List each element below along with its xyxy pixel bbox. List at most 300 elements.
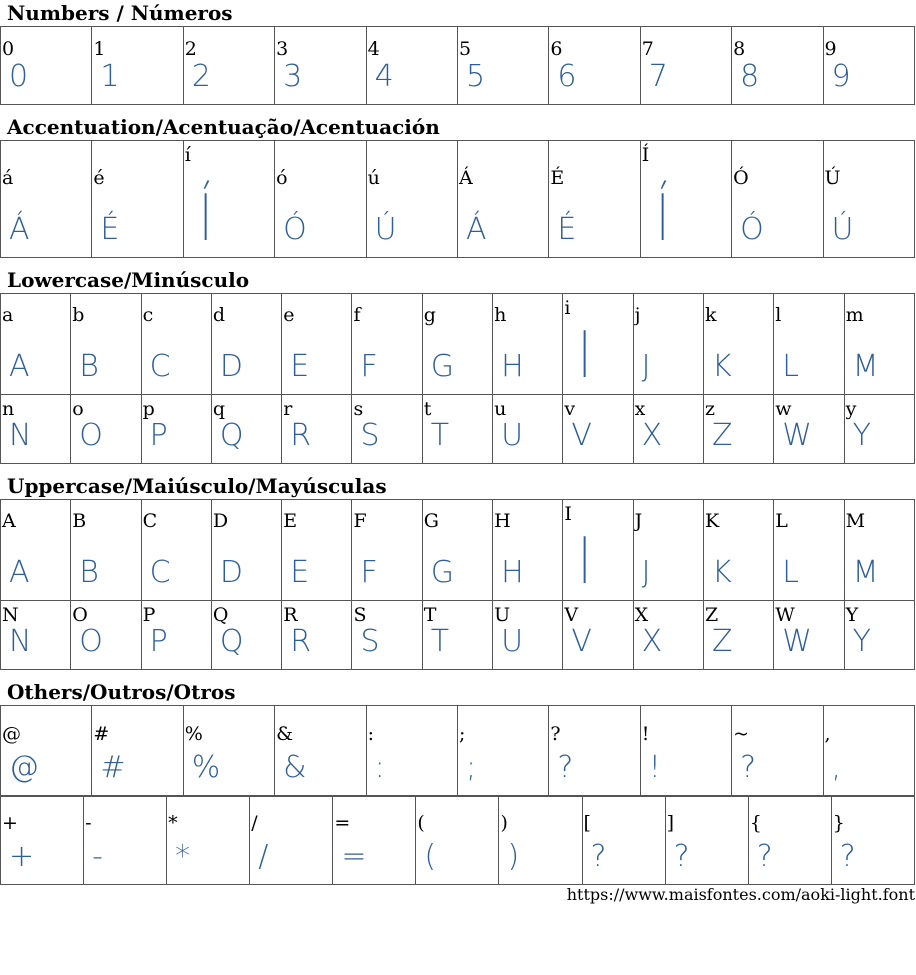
character-label: { [749, 812, 762, 834]
glyph-cell [665, 797, 748, 885]
glyph-cell [422, 601, 492, 670]
glyph-cell [549, 706, 640, 796]
character-label: I [564, 503, 572, 525]
glyph-cell [1, 27, 92, 105]
character-label: O [72, 604, 88, 626]
glyph-cell [1, 395, 71, 464]
glyph-cell [493, 294, 563, 395]
glyph-cell [703, 500, 773, 601]
character-label: G [423, 510, 439, 532]
character-label: 6 [550, 38, 563, 60]
character-label: ! [641, 723, 650, 745]
glyph-cell [71, 500, 141, 601]
glyph-table [0, 140, 915, 258]
glyph-cell [366, 27, 457, 105]
glyph-cell [457, 141, 548, 258]
character-label: ( [417, 812, 425, 834]
glyph-cell [416, 797, 499, 885]
font-glyph-preview: 9 [831, 59, 851, 94]
font-glyph-preview: H [501, 349, 524, 384]
glyph-cell [582, 797, 665, 885]
character-label: Z [704, 604, 719, 626]
character-label: P [142, 604, 156, 626]
glyph-cell [211, 500, 281, 601]
character-label: x [634, 398, 646, 420]
font-glyph-preview: Q [219, 418, 244, 453]
glyph-cell [823, 141, 914, 258]
font-glyph-preview: K [711, 555, 732, 590]
character-label: * [168, 812, 178, 834]
section-title: Lowercase/Minúsculo [7, 268, 250, 292]
glyph-row [1, 601, 915, 670]
glyph-table [0, 796, 915, 885]
character-label: ; [458, 723, 466, 745]
character-label: W [775, 604, 795, 626]
character-label: : [367, 723, 374, 745]
font-glyph-preview: E [290, 349, 310, 384]
glyph-cell [493, 500, 563, 601]
character-label: F [353, 510, 367, 532]
glyph-row [1, 27, 915, 105]
glyph-row [1, 141, 915, 258]
font-glyph-preview: 4 [374, 59, 394, 94]
character-label: e [283, 304, 295, 326]
glyph-cell [633, 601, 703, 670]
glyph-cell [282, 395, 352, 464]
glyph-cell [563, 395, 633, 464]
character-label: é [93, 167, 105, 189]
font-glyph-preview: F [360, 349, 378, 384]
font-glyph-preview: H [501, 555, 524, 590]
character-label: % [184, 723, 203, 745]
character-label: ~ [733, 723, 750, 745]
font-glyph-preview: O [79, 624, 103, 659]
character-label: d [212, 304, 226, 326]
font-glyph-preview: T [430, 624, 450, 659]
glyph-cell [141, 294, 211, 395]
glyph-cell [703, 294, 773, 395]
character-label: y [845, 398, 857, 420]
glyph-row [1, 294, 915, 395]
font-glyph-preview: J [641, 555, 651, 590]
character-label: M [845, 510, 866, 532]
glyph-cell [275, 141, 366, 258]
font-glyph-preview: Ú [831, 212, 854, 247]
font-glyph-preview: Á [9, 212, 30, 247]
glyph-cell [352, 500, 422, 601]
font-glyph-preview: ? [740, 750, 757, 785]
glyph-cell [183, 706, 274, 796]
glyph-cell [211, 395, 281, 464]
character-label: 4 [367, 38, 380, 60]
character-label: Ú [824, 167, 841, 189]
glyph-cell [333, 797, 416, 885]
glyph-cell [282, 294, 352, 395]
glyph-cell [640, 706, 731, 796]
font-glyph-preview: B [79, 555, 99, 590]
font-glyph-preview: Z [711, 624, 733, 659]
font-glyph-preview: W [782, 624, 812, 659]
character-label: T [423, 604, 437, 626]
font-glyph-preview: F [360, 555, 378, 590]
character-label: z [704, 398, 715, 420]
character-label: 3 [276, 38, 289, 60]
character-label: 5 [458, 38, 472, 60]
glyph-cell [732, 27, 823, 105]
glyph-cell [844, 500, 914, 601]
glyph-cell [640, 141, 731, 258]
glyph-cell [493, 395, 563, 464]
font-glyph-preview: Ó [740, 212, 764, 247]
glyph-cell [1, 294, 71, 395]
font-glyph-preview: , [831, 750, 842, 785]
font-glyph-preview: L [782, 349, 799, 384]
font-glyph-preview: = [341, 839, 367, 874]
character-label: w [775, 398, 792, 420]
font-glyph-preview: + [9, 839, 35, 874]
font-glyph-preview: K [711, 349, 732, 384]
character-label: c [142, 304, 154, 326]
font-glyph-preview: S [360, 418, 380, 453]
glyph-cell [748, 797, 831, 885]
character-label: K [704, 510, 720, 532]
font-glyph-preview: G [430, 349, 455, 384]
character-label: g [423, 304, 436, 326]
character-label: b [72, 304, 85, 326]
glyph-cell [71, 395, 141, 464]
glyph-cell [422, 294, 492, 395]
glyph-cell [774, 395, 844, 464]
glyph-table [0, 26, 915, 105]
glyph-cell [1, 797, 84, 885]
font-glyph-preview: 0 [9, 59, 29, 94]
character-label: N [2, 604, 19, 626]
character-label: / [251, 812, 258, 834]
character-label: 8 [733, 38, 746, 60]
glyph-cell [493, 601, 563, 670]
glyph-cell [457, 706, 548, 796]
font-glyph-preview: S [360, 624, 380, 659]
character-label: ó [276, 167, 288, 189]
font-glyph-preview: : [374, 750, 385, 785]
character-label: n [2, 398, 15, 420]
character-label: V [564, 604, 579, 626]
character-label: Y [845, 604, 859, 626]
glyph-cell [1, 141, 92, 258]
character-label: } [832, 812, 845, 834]
glyph-cell [844, 601, 914, 670]
section-title: Uppercase/Maiúsculo/Mayúsculas [7, 474, 387, 498]
glyph-row [1, 500, 915, 601]
glyph-cell [1, 601, 71, 670]
character-label: f [353, 304, 361, 326]
character-label: R [283, 604, 298, 626]
character-label: J [634, 510, 643, 532]
font-glyph-preview: N [9, 418, 32, 453]
glyph-cell [352, 395, 422, 464]
glyph-cell [275, 27, 366, 105]
font-glyph-preview: R [290, 418, 312, 453]
glyph-cell [282, 500, 352, 601]
glyph-cell [250, 797, 333, 885]
font-glyph-preview: O [79, 418, 103, 453]
font-glyph-preview: L [782, 555, 799, 590]
character-label: U [494, 604, 511, 626]
glyph-row [1, 706, 915, 796]
font-glyph-preview: - [92, 839, 103, 874]
character-label: j [634, 304, 641, 326]
font-glyph-preview: J [641, 349, 651, 384]
font-glyph-preview: ! [648, 750, 661, 785]
glyph-cell [774, 500, 844, 601]
character-label: & [276, 723, 294, 745]
font-glyph-preview: U [501, 624, 524, 659]
character-label: í [184, 144, 191, 166]
font-glyph-preview: D [219, 349, 243, 384]
character-label: a [2, 304, 14, 326]
character-label: X [634, 604, 649, 626]
glyph-cell [844, 294, 914, 395]
character-label: @ [2, 723, 21, 745]
character-label: i [564, 297, 571, 319]
font-glyph-preview: 3 [283, 59, 303, 94]
font-glyph-preview: R [290, 624, 312, 659]
character-label: h [494, 304, 507, 326]
font-glyph-preview: É [557, 212, 577, 247]
glyph-cell [703, 601, 773, 670]
glyph-cell [640, 27, 731, 105]
font-glyph-preview: Ó [283, 212, 307, 247]
character-label: C [142, 510, 158, 532]
font-glyph-preview: C [149, 349, 171, 384]
character-label: Í [641, 144, 650, 166]
glyph-cell [563, 500, 633, 601]
section-title: Accentuation/Acentuação/Acentuación [7, 115, 440, 139]
glyph-cell [352, 294, 422, 395]
font-glyph-preview: 8 [740, 59, 760, 94]
font-glyph-preview: ? [590, 839, 607, 874]
glyph-table [0, 499, 915, 601]
glyph-cell [366, 141, 457, 258]
glyph-cell [633, 294, 703, 395]
character-label: k [704, 304, 717, 326]
glyph-cell [499, 797, 582, 885]
font-glyph-preview: G [430, 555, 455, 590]
font-glyph-preview: C [149, 555, 171, 590]
glyph-cell [275, 706, 366, 796]
glyph-cell [71, 601, 141, 670]
glyph-cell [141, 395, 211, 464]
character-label: Á [458, 167, 473, 189]
glyph-cell [422, 395, 492, 464]
font-glyph-preview: & [283, 750, 307, 785]
character-label: l [775, 304, 782, 326]
glyph-table [0, 394, 915, 464]
glyph-cell [1, 706, 92, 796]
font-glyph-preview: T [430, 418, 450, 453]
glyph-cell [703, 395, 773, 464]
font-glyph-preview: M [852, 555, 879, 590]
glyph-cell [831, 797, 914, 885]
font-glyph-preview: Í [199, 182, 212, 256]
font-glyph-preview: * [175, 839, 191, 874]
glyph-cell [183, 141, 274, 258]
character-label: r [283, 398, 293, 420]
character-label: ) [500, 812, 508, 834]
glyph-cell [732, 706, 823, 796]
glyph-cell [84, 797, 167, 885]
font-glyph-preview: % [191, 750, 221, 785]
font-glyph-preview: ? [756, 839, 773, 874]
glyph-cell [92, 27, 183, 105]
font-glyph-preview: E [290, 555, 310, 590]
character-label: # [93, 723, 110, 745]
character-label: q [212, 398, 226, 420]
glyph-cell [457, 27, 548, 105]
glyph-cell [92, 141, 183, 258]
character-label: D [212, 510, 229, 532]
glyph-cell [366, 706, 457, 796]
character-label: É [550, 167, 565, 189]
font-glyph-preview: D [219, 555, 243, 590]
character-label: t [423, 398, 432, 420]
character-label: ] [666, 812, 675, 834]
glyph-table [0, 293, 915, 395]
font-glyph-preview: U [501, 418, 524, 453]
character-label: ú [367, 167, 380, 189]
glyph-cell [563, 601, 633, 670]
glyph-cell [211, 601, 281, 670]
glyph-cell [774, 294, 844, 395]
source-url[interactable]: https://www.maisfontes.com/aoki-light.font [566, 885, 915, 904]
font-glyph-preview: 5 [465, 59, 486, 94]
character-label: + [2, 812, 18, 834]
font-glyph-preview: P [149, 418, 168, 453]
character-label: u [494, 398, 507, 420]
glyph-cell [823, 27, 914, 105]
character-label: p [142, 398, 155, 420]
character-label: A [2, 510, 16, 532]
glyph-cell [844, 395, 914, 464]
glyph-cell [71, 294, 141, 395]
character-label: - [85, 812, 92, 834]
glyph-row [1, 395, 915, 464]
font-glyph-preview: É [100, 212, 120, 247]
character-label: , [824, 723, 831, 745]
character-label: B [72, 510, 87, 532]
character-label: ? [550, 723, 561, 745]
font-glyph-preview: N [9, 624, 32, 659]
character-label: Ó [733, 167, 749, 189]
glyph-cell [1, 500, 71, 601]
character-label: [ [583, 812, 591, 834]
character-label: S [353, 604, 367, 626]
section-title: Others/Outros/Otros [7, 680, 236, 704]
glyph-cell [282, 601, 352, 670]
character-label: 2 [184, 38, 197, 60]
glyph-cell [141, 500, 211, 601]
font-glyph-preview: W [782, 418, 812, 453]
font-glyph-preview: P [149, 624, 168, 659]
character-label: = [334, 812, 351, 834]
glyph-cell [141, 601, 211, 670]
character-label: 1 [93, 38, 106, 60]
font-glyph-preview: X [641, 418, 663, 453]
glyph-cell [732, 141, 823, 258]
font-glyph-preview: Y [852, 624, 871, 659]
font-glyph-preview: 2 [191, 59, 211, 94]
font-glyph-preview: Ú [374, 212, 397, 247]
character-label: 0 [2, 38, 15, 60]
glyph-cell [774, 601, 844, 670]
glyph-cell [211, 294, 281, 395]
font-glyph-preview: Á [465, 212, 487, 247]
font-glyph-preview: ? [673, 839, 690, 874]
character-label: L [775, 510, 788, 532]
font-glyph-preview: M [852, 349, 879, 384]
character-label: E [283, 510, 298, 532]
font-glyph-preview: A [9, 555, 30, 590]
character-label: m [845, 304, 864, 326]
glyph-table [0, 705, 915, 796]
character-label: Q [212, 604, 229, 626]
font-glyph-preview: A [9, 349, 30, 384]
font-glyph-preview: Z [711, 418, 733, 453]
font-glyph-preview: ? [557, 750, 574, 785]
font-glyph-preview: / [258, 839, 269, 874]
glyph-cell [167, 797, 250, 885]
glyph-cell [633, 395, 703, 464]
glyph-cell [563, 294, 633, 395]
font-glyph-preview: ) [507, 839, 520, 874]
glyph-cell [352, 601, 422, 670]
font-glyph-preview: 1 [100, 59, 120, 94]
font-glyph-preview: V [571, 418, 592, 453]
glyph-cell [92, 706, 183, 796]
character-label: o [72, 398, 84, 420]
font-glyph-preview: V [571, 624, 592, 659]
section-title: Numbers / Números [7, 1, 233, 25]
character-label: v [564, 398, 576, 420]
glyph-cell [549, 27, 640, 105]
glyph-cell [422, 500, 492, 601]
font-glyph-preview: X [641, 624, 663, 659]
font-glyph-preview: ; [465, 750, 477, 785]
glyph-row [1, 797, 915, 885]
character-label: s [353, 398, 364, 420]
font-glyph-preview: 6 [557, 59, 577, 94]
glyph-cell [823, 706, 914, 796]
glyph-table [0, 600, 915, 670]
font-glyph-preview: I [579, 525, 591, 599]
font-glyph-preview: # [100, 750, 126, 785]
font-glyph-preview: Í [656, 182, 669, 256]
font-glyph-preview: Y [852, 418, 871, 453]
character-label: 7 [641, 38, 654, 60]
character-label: 9 [824, 38, 837, 60]
font-glyph-preview: I [579, 319, 591, 393]
font-glyph-preview: ( [424, 839, 437, 874]
character-label: H [494, 510, 511, 532]
glyph-cell [633, 500, 703, 601]
font-glyph-preview: @ [9, 750, 39, 785]
font-glyph-preview: ? [839, 839, 856, 874]
font-glyph-preview: B [79, 349, 99, 384]
font-glyph-preview: 7 [648, 59, 668, 94]
font-glyph-preview: Q [219, 624, 244, 659]
glyph-cell [549, 141, 640, 258]
character-label: á [2, 167, 14, 189]
